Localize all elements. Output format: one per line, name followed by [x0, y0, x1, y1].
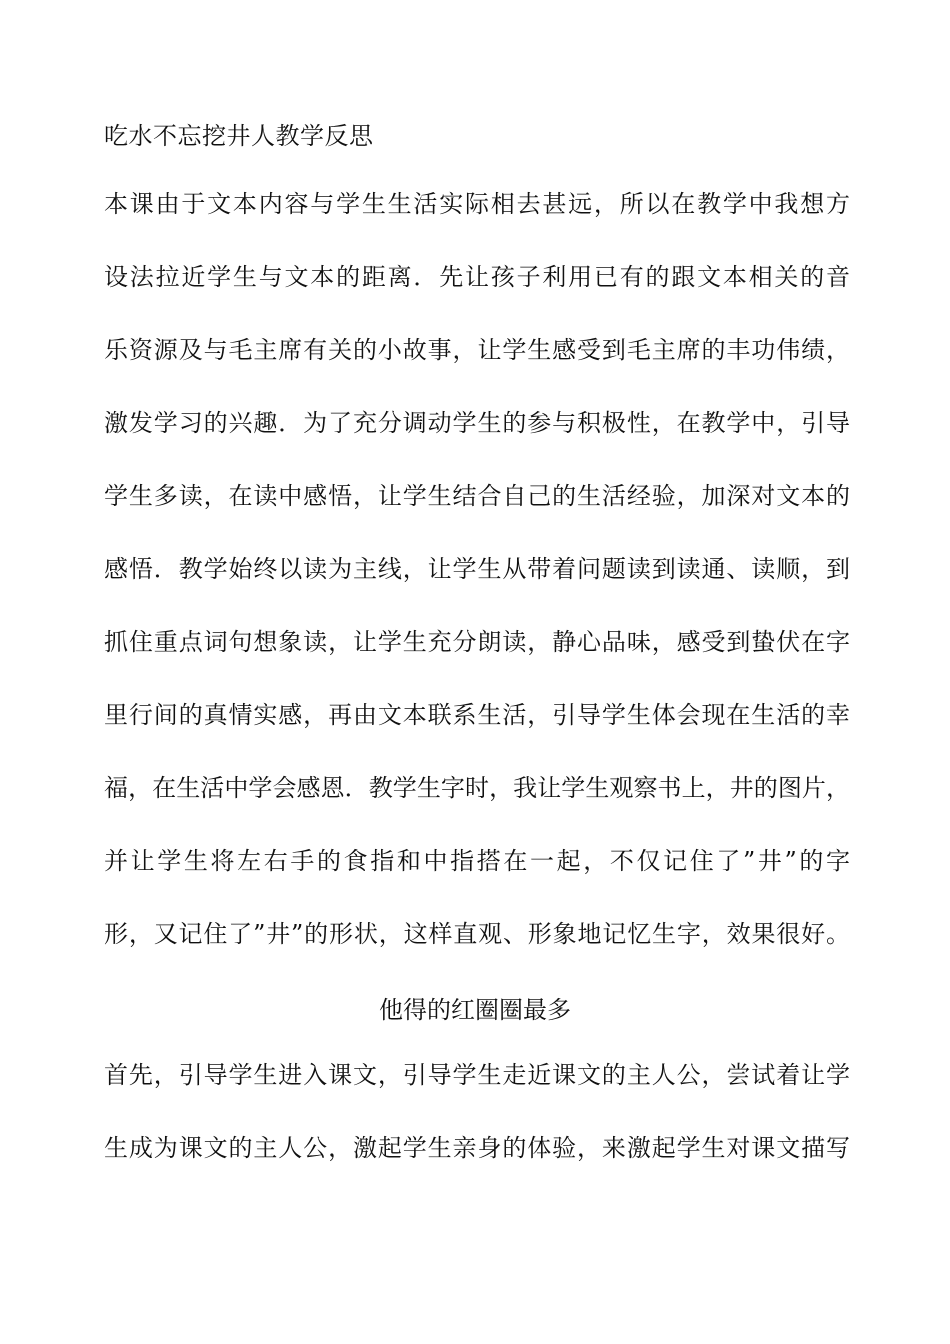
paragraph-line: 首先，引导学生进入课文，引导学生走近课文的主人公，尝试着让学 — [104, 1061, 850, 1089]
paragraph-line: 学生多读，在读中感悟，让学生结合自己的生活经验，加深对文本的 — [104, 482, 850, 510]
document-title: 吃水不忘挖井人教学反思 — [104, 122, 374, 150]
paragraph-line: 设法拉近学生与文本的距离．先让孩子利用已有的跟文本相关的音 — [104, 263, 850, 291]
paragraph-line: 激发学习的兴趣．为了充分调动学生的参与积极性，在教学中，引导 — [104, 409, 850, 437]
paragraph-line: 本课由于文本内容与学生生活实际相去甚远，所以在教学中我想方 — [104, 190, 850, 218]
paragraph-line: 并让学生将左右手的食指和中指搭在一起，不仅记住了”井”的字 — [104, 847, 850, 875]
paragraph-line: 乐资源及与毛主席有关的小故事，让学生感受到毛主席的丰功伟绩， — [104, 336, 850, 364]
paragraph-line: 形，又记住了”井”的形状，这样直观、形象地记忆生字，效果很好。 — [104, 920, 850, 948]
paragraph-line: 里行间的真情实感，再由文本联系生活，引导学生体会现在生活的幸 — [104, 701, 850, 729]
paragraph-line: 感悟．教学始终以读为主线，让学生从带着问题读到读通、读顺，到 — [104, 555, 850, 583]
paragraph-line: 生成为课文的主人公，激起学生亲身的体验，来激起学生对课文描写 — [104, 1134, 850, 1162]
paragraph-line: 抓住重点词句想象读，让学生充分朗读，静心品味，感受到蛰伏在字 — [104, 628, 850, 656]
section-subtitle: 他得的红圈圈最多 — [379, 996, 571, 1024]
paragraph-line: 福，在生活中学会感恩．教学生字时，我让学生观察书上，井的图片， — [104, 774, 850, 802]
